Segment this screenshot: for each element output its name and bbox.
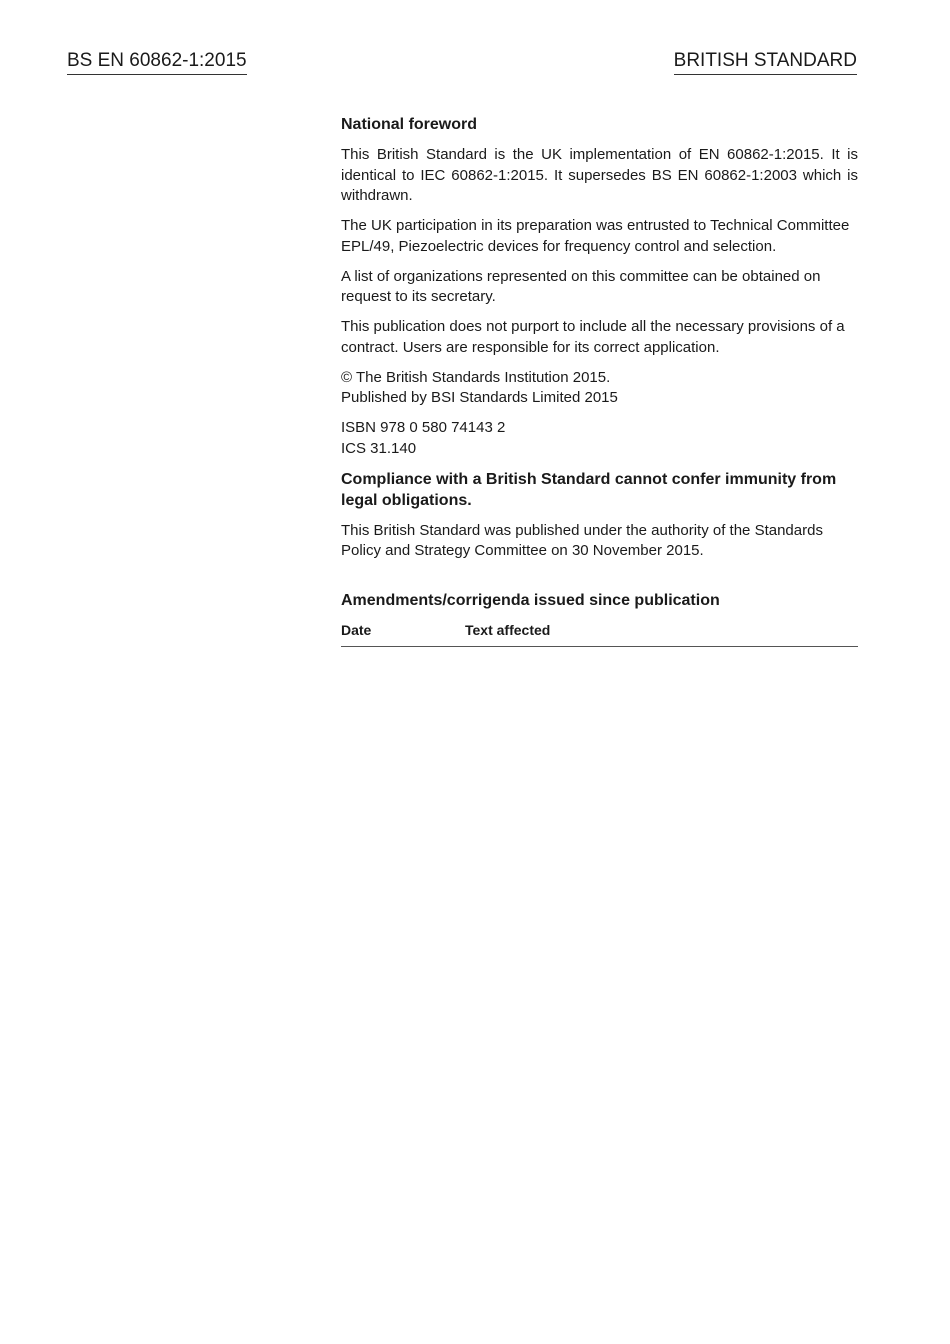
implementation-paragraph: This British Standard is the UK implementation of EN 60862-1:2015. It is identical to IEC 60862-1:2015. It supersedes BS EN 60862-1:2003 which is withdrawn.	[341, 146, 858, 204]
text-affected-column-header: Text affected	[465, 621, 551, 638]
amendments-title: Amendments/corrigenda issued since publication	[341, 591, 720, 609]
standard-type-header: BRITISH STANDARD	[674, 49, 857, 75]
contract-provisions-paragraph: This publication does not purport to include all the necessary provisions of a contract. Users are responsible for its correct application.	[341, 318, 845, 356]
amendments-table-header	[341, 621, 858, 647]
foreword-title: National foreword	[341, 116, 478, 133]
foreword-section	[341, 114, 858, 647]
date-column-header: Date	[341, 621, 372, 638]
compliance-statement: Compliance with a British Standard cannot confer immunity from legal obligations.	[341, 470, 837, 509]
publisher-line: Published by BSI Standards Limited 2015	[341, 389, 618, 406]
authority-paragraph: This British Standard was published under the authority of the Standards Policy and Strategy Committee on 30 November 2015.	[341, 521, 823, 559]
copyright-line: © The British Standards Institution 2015.	[341, 368, 611, 386]
copyright-block	[341, 368, 858, 409]
document-code-header: BS EN 60862-1:2015	[67, 49, 247, 75]
organizations-paragraph: A list of organizations represented on this committee can be obtained on request to its secretary.	[341, 267, 821, 305]
identifiers-block	[341, 418, 858, 459]
ics-line: ICS 31.140	[341, 439, 417, 457]
committee-paragraph: The UK participation in its preparation was entrusted to Technical Committee EPL/49, Piezoelectric devices for frequency control and selection.	[341, 217, 850, 255]
isbn-line: ISBN 978 0 580 74143 2	[341, 419, 506, 436]
